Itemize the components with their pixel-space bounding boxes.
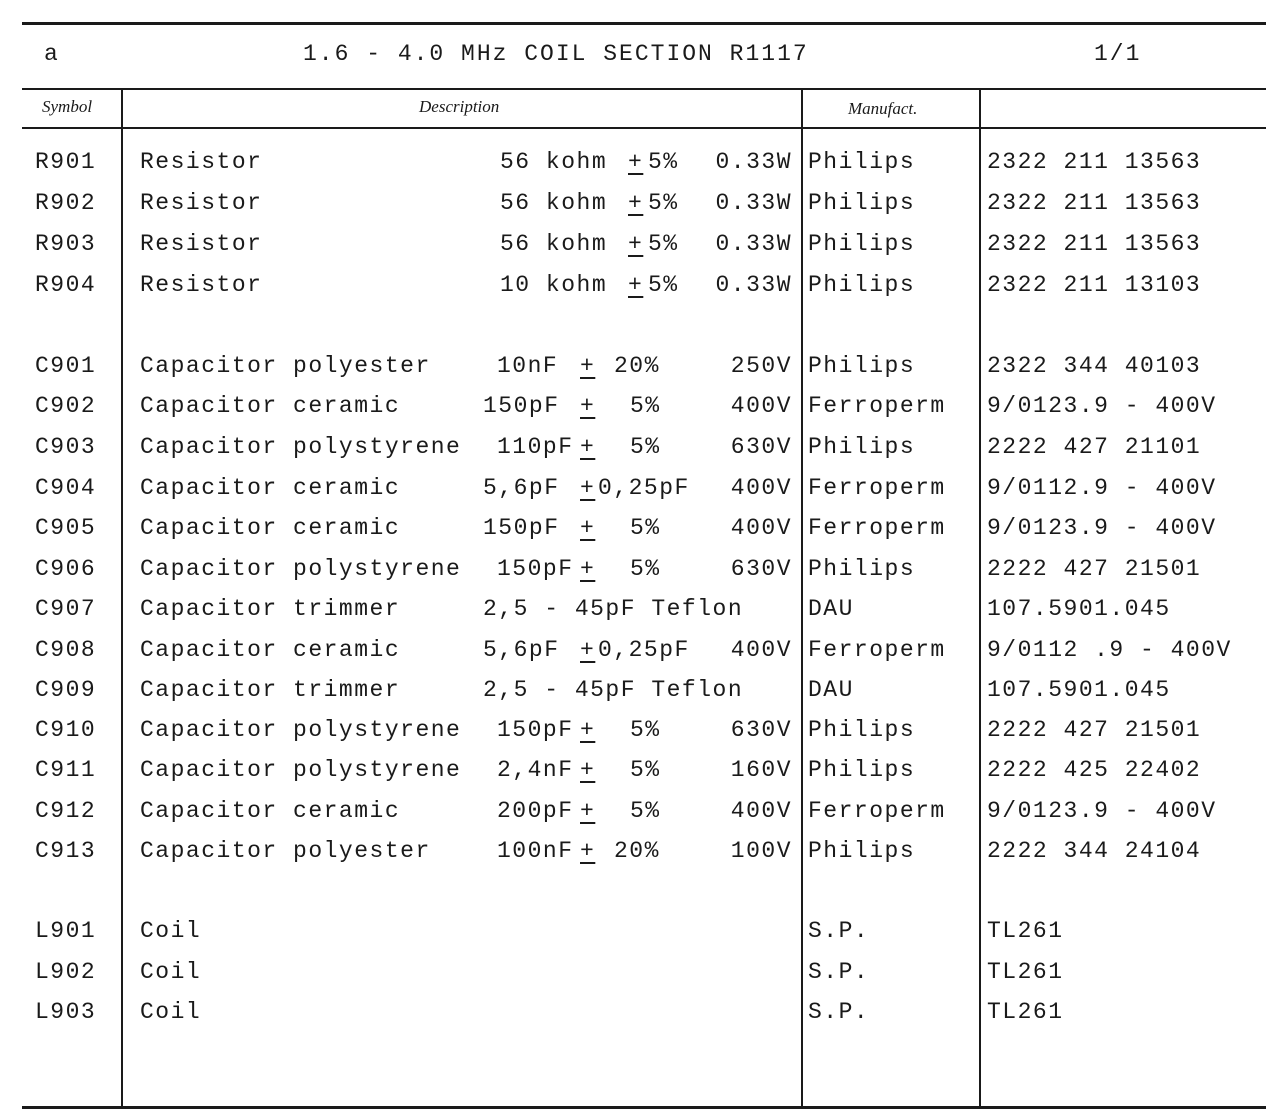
row-tolerance-sign: + <box>580 353 596 379</box>
row-part-number: 9/0123.9 - 400V <box>987 515 1217 541</box>
row-tolerance-sign: + <box>580 717 596 743</box>
row-part-number: 2322 211 13563 <box>987 231 1202 257</box>
row-description: Resistor <box>140 231 263 257</box>
row-manufacturer: DAU <box>808 596 854 622</box>
row-part-number: 2222 425 22402 <box>987 757 1202 783</box>
row-rating: 630V <box>730 556 792 582</box>
row-tolerance-sign: + <box>628 272 644 298</box>
row-symbol: C904 <box>35 475 97 501</box>
row-value: 110pF <box>497 434 574 460</box>
row-part-number: 2222 427 21101 <box>987 434 1202 460</box>
row-value: 150pF <box>497 717 574 743</box>
row-value: 200pF <box>497 798 574 824</box>
row-symbol: C901 <box>35 353 97 379</box>
row-tolerance-sign: + <box>580 838 596 864</box>
row-value: 100nF <box>497 838 574 864</box>
row-value: 56 kohm <box>500 190 608 216</box>
row-rating: 400V <box>730 798 792 824</box>
column-header-rule <box>22 127 1266 129</box>
row-part-number: TL261 <box>987 999 1064 1025</box>
row-symbol: C909 <box>35 677 97 703</box>
row-description: Capacitor polyester <box>140 353 431 379</box>
row-symbol: C911 <box>35 757 97 783</box>
row-manufacturer: Philips <box>808 272 916 298</box>
row-manufacturer: Ferroperm <box>808 637 946 663</box>
row-description: Coil <box>140 918 202 944</box>
row-symbol: C903 <box>35 434 97 460</box>
column-header-description: Description <box>419 97 500 116</box>
row-rating: 0.33W <box>715 272 792 298</box>
row-manufacturer: Ferroperm <box>808 515 946 541</box>
row-rating: 250V <box>730 353 792 379</box>
bottom-rule <box>22 1106 1266 1109</box>
row-symbol: R904 <box>35 272 97 298</box>
row-symbol: C905 <box>35 515 97 541</box>
row-manufacturer: Philips <box>808 434 916 460</box>
row-value: 5,6pF <box>483 475 560 501</box>
row-tolerance: 5% <box>648 272 679 298</box>
row-tolerance-sign: + <box>580 757 596 783</box>
col-divider-manufacturer <box>979 88 981 1106</box>
row-description: Capacitor polystyrene <box>140 556 462 582</box>
row-rating: 400V <box>730 475 792 501</box>
row-part-number: 107.5901.045 <box>987 677 1171 703</box>
col-divider-symbol <box>121 88 123 1106</box>
header-rule <box>22 88 1266 90</box>
row-rating: 400V <box>730 637 792 663</box>
row-tolerance-sign: + <box>580 434 596 460</box>
row-symbol: C912 <box>35 798 97 824</box>
row-rating: 0.33W <box>715 190 792 216</box>
row-value: 150pF <box>497 556 574 582</box>
row-symbol: C908 <box>35 637 97 663</box>
row-tolerance-sign: + <box>628 149 644 175</box>
row-symbol: R902 <box>35 190 97 216</box>
row-description: Resistor <box>140 272 263 298</box>
row-tolerance-sign: + <box>580 637 596 663</box>
row-manufacturer: Ferroperm <box>808 475 946 501</box>
column-header-symbol: Symbol <box>42 97 93 116</box>
row-manufacturer: Philips <box>808 190 916 216</box>
row-description: Capacitor ceramic <box>140 393 401 419</box>
row-symbol: R903 <box>35 231 97 257</box>
row-tolerance: 5% <box>630 434 661 460</box>
row-rating: 100V <box>730 838 792 864</box>
row-value: 56 kohm <box>500 231 608 257</box>
row-tolerance: 5% <box>648 149 679 175</box>
row-manufacturer: Ferroperm <box>808 798 946 824</box>
page-title: 1.6 - 4.0 MHz COIL SECTION R1117 <box>303 41 809 67</box>
row-description: Coil <box>140 999 202 1025</box>
row-rating: 0.33W <box>715 231 792 257</box>
row-part-number: TL261 <box>987 959 1064 985</box>
row-manufacturer: Philips <box>808 757 916 783</box>
row-tolerance: 5% <box>630 393 661 419</box>
row-part-number: 107.5901.045 <box>987 596 1171 622</box>
row-symbol: C907 <box>35 596 97 622</box>
row-tolerance-sign: + <box>580 475 596 501</box>
row-description: Capacitor polystyrene <box>140 757 462 783</box>
row-part-number: 2222 427 21501 <box>987 556 1202 582</box>
row-manufacturer: Philips <box>808 717 916 743</box>
row-description: Capacitor ceramic <box>140 515 401 541</box>
row-symbol: C910 <box>35 717 97 743</box>
row-part-number: 9/0112 .9 - 400V <box>987 637 1232 663</box>
row-rating: 400V <box>730 515 792 541</box>
row-value: 56 kohm <box>500 149 608 175</box>
row-tolerance: 5% <box>648 231 679 257</box>
row-part-number: TL261 <box>987 918 1064 944</box>
row-tolerance: 5% <box>630 556 661 582</box>
row-tolerance: 0,25pF <box>598 475 690 501</box>
row-symbol: L902 <box>35 959 97 985</box>
row-value: 5,6pF <box>483 637 560 663</box>
row-tolerance: 20% <box>614 353 660 379</box>
row-description: Resistor <box>140 149 263 175</box>
row-symbol: R901 <box>35 149 97 175</box>
row-rating: 630V <box>730 434 792 460</box>
row-value: 10nF <box>497 353 559 379</box>
row-part-number: 2322 211 13563 <box>987 149 1202 175</box>
row-tolerance-sign: + <box>580 798 596 824</box>
row-manufacturer: S.P. <box>808 918 870 944</box>
page-number: 1/1 <box>1094 41 1142 67</box>
row-manufacturer: Philips <box>808 556 916 582</box>
row-manufacturer: Philips <box>808 353 916 379</box>
row-symbol: L901 <box>35 918 97 944</box>
row-manufacturer: Philips <box>808 149 916 175</box>
row-description: Resistor <box>140 190 263 216</box>
row-tolerance: 5% <box>630 757 661 783</box>
row-value: 2,4nF <box>497 757 574 783</box>
row-manufacturer: Ferroperm <box>808 393 946 419</box>
row-symbol: L903 <box>35 999 97 1025</box>
row-part-number: 2322 211 13103 <box>987 272 1202 298</box>
row-rating: 160V <box>730 757 792 783</box>
row-tolerance: 5% <box>648 190 679 216</box>
row-part-number: 9/0123.9 - 400V <box>987 798 1217 824</box>
row-tolerance-sign: + <box>580 515 596 541</box>
row-manufacturer: S.P. <box>808 959 870 985</box>
row-value: 150pF <box>483 515 560 541</box>
row-tolerance: 0,25pF <box>598 637 690 663</box>
row-symbol: C913 <box>35 838 97 864</box>
row-tolerance-sign: + <box>628 231 644 257</box>
row-description: Capacitor ceramic <box>140 637 401 663</box>
row-tolerance: 5% <box>630 798 661 824</box>
row-part-number: 2222 427 21501 <box>987 717 1202 743</box>
row-description: Capacitor polystyrene <box>140 434 462 460</box>
row-tolerance: 20% <box>614 838 660 864</box>
row-part-number: 9/0123.9 - 400V <box>987 393 1217 419</box>
row-part-number: 2322 344 40103 <box>987 353 1202 379</box>
column-header-manufacturer: Manufact. <box>848 99 918 118</box>
row-description: Capacitor polystyrene <box>140 717 462 743</box>
row-tolerance-sign: + <box>580 393 596 419</box>
row-manufacturer: S.P. <box>808 999 870 1025</box>
row-description: Capacitor trimmer <box>140 596 401 622</box>
row-tolerance: 5% <box>630 515 661 541</box>
row-description: Capacitor trimmer <box>140 677 401 703</box>
row-tolerance-sign: + <box>628 190 644 216</box>
row-value: 10 kohm <box>500 272 608 298</box>
row-description: Capacitor ceramic <box>140 798 401 824</box>
row-rating: 630V <box>730 717 792 743</box>
row-part-number: 9/0112.9 - 400V <box>987 475 1217 501</box>
row-description: Coil <box>140 959 202 985</box>
row-manufacturer: Philips <box>808 838 916 864</box>
row-part-number: 2222 344 24104 <box>987 838 1202 864</box>
row-symbol: C906 <box>35 556 97 582</box>
row-manufacturer: DAU <box>808 677 854 703</box>
sheet-letter: a <box>44 41 60 67</box>
top-rule <box>22 22 1266 25</box>
row-value: 2,5 - 45pF Teflon <box>483 596 744 622</box>
row-value: 150pF <box>483 393 560 419</box>
row-tolerance-sign: + <box>580 556 596 582</box>
col-divider-description <box>801 88 803 1106</box>
row-description: Capacitor polyester <box>140 838 431 864</box>
row-rating: 400V <box>730 393 792 419</box>
row-description: Capacitor ceramic <box>140 475 401 501</box>
row-value: 2,5 - 45pF Teflon <box>483 677 744 703</box>
row-part-number: 2322 211 13563 <box>987 190 1202 216</box>
row-manufacturer: Philips <box>808 231 916 257</box>
row-tolerance: 5% <box>630 717 661 743</box>
row-rating: 0.33W <box>715 149 792 175</box>
row-symbol: C902 <box>35 393 97 419</box>
